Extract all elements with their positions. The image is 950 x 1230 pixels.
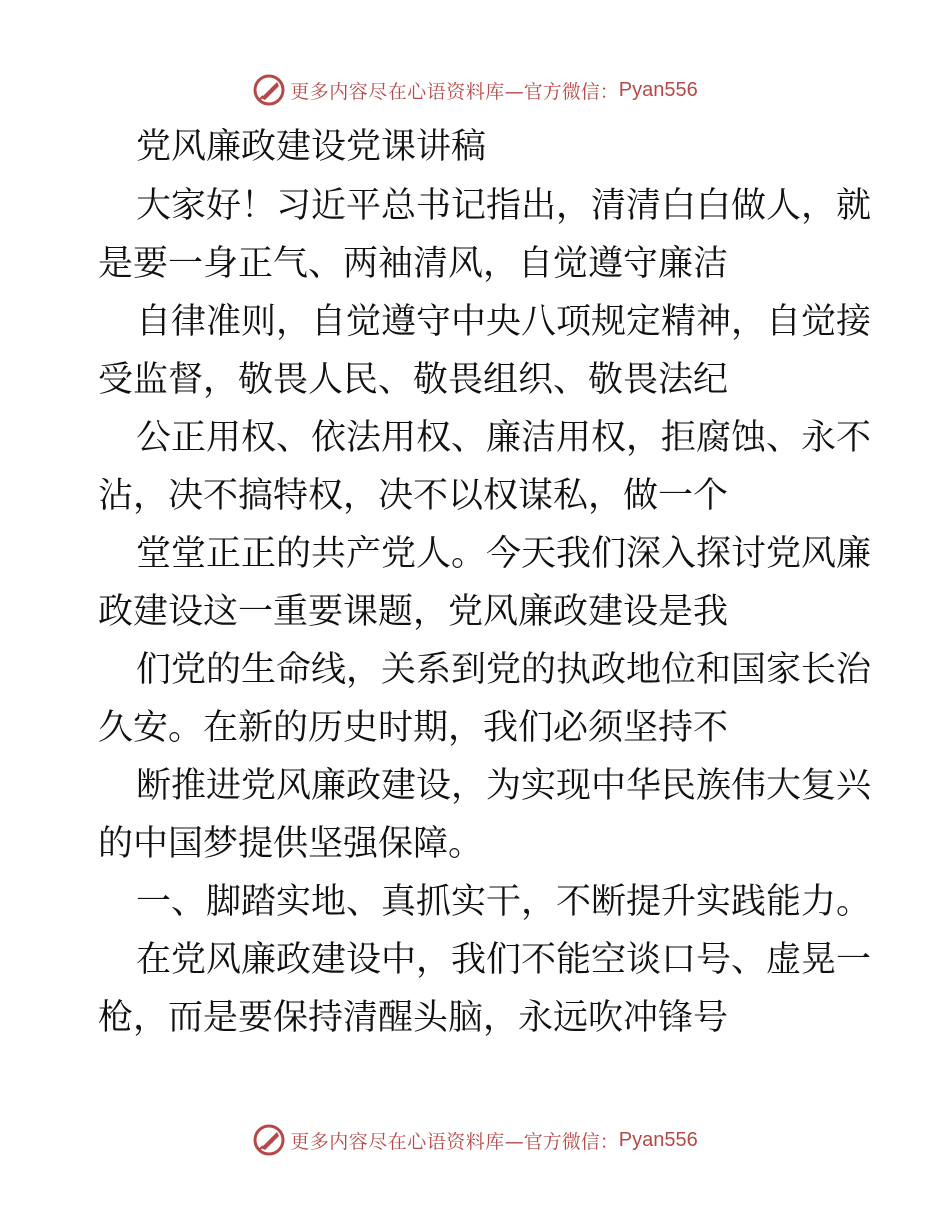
banner-wechat-id: Pyan556 — [618, 1128, 698, 1151]
text-line-content: 沾，决不搞特权，决不以权谋私，做一个 — [98, 476, 729, 516]
text-line — [0, 528, 950, 580]
text-line-content: 们党的生命线，关系到党的执政地位和国家长治 — [136, 650, 872, 690]
text-line — [0, 992, 950, 1044]
text-line-content: 受监督，敬畏人民、敬畏组织、敬畏法纪 — [98, 360, 729, 400]
banner-text: 更多内容尽在心语资料库 — [290, 80, 505, 103]
text-line — [0, 586, 950, 638]
text-line — [0, 296, 950, 348]
banner-separator: —官方微信： — [504, 1130, 619, 1153]
quill-logo-icon — [252, 73, 286, 107]
text-line-content: 大家好！习近平总书记指出，清清白白做人，就 — [136, 186, 872, 226]
section-heading: 一、脚踏实地、真抓实干，不断提升实践能力。 — [136, 882, 872, 922]
text-line — [0, 354, 950, 406]
header-banner — [0, 70, 950, 110]
text-line — [0, 760, 950, 812]
text-line-content: 在党风廉政建设中，我们不能空谈口号、虚晃一 — [136, 940, 872, 980]
document-title: 党风廉政建设党课讲稿 — [136, 127, 487, 167]
section-heading-line — [0, 876, 950, 928]
text-line-content: 堂堂正正的共产党人。今天我们深入探讨党风廉 — [136, 534, 872, 574]
text-line-content: 断推进党风廉政建设，为实现中华民族伟大复兴 — [136, 766, 872, 806]
text-line-content: 枪，而是要保持清醒头脑，永远吹冲锋号 — [98, 998, 729, 1038]
quill-logo-icon — [252, 1123, 286, 1157]
text-line — [0, 180, 950, 232]
text-line-content: 自律准则，自觉遵守中央八项规定精神，自觉接 — [136, 302, 872, 342]
text-line-content: 政建设这一重要课题，党风廉政建设是我 — [98, 592, 729, 632]
text-line — [0, 238, 950, 290]
text-line — [0, 818, 950, 870]
text-line-content: 公正用权、依法用权、廉洁用权，拒腐蚀、永不 — [136, 418, 872, 458]
text-line-content: 是要一身正气、两袖清风，自觉遵守廉洁 — [98, 244, 729, 284]
banner-wechat-id: Pyan556 — [618, 78, 698, 101]
banner-text: 更多内容尽在心语资料库 — [290, 1130, 505, 1153]
text-line-content: 久安。在新的历史时期，我们必须坚持不 — [98, 708, 729, 748]
banner-separator: —官方微信： — [504, 80, 619, 103]
footer-banner — [0, 1120, 950, 1160]
text-line-content: 的中国梦提供坚强保障。 — [98, 824, 484, 864]
text-line — [0, 644, 950, 696]
document-title-line — [0, 121, 950, 173]
text-line — [0, 702, 950, 754]
text-line — [0, 412, 950, 464]
text-line — [0, 470, 950, 522]
text-line — [0, 934, 950, 986]
